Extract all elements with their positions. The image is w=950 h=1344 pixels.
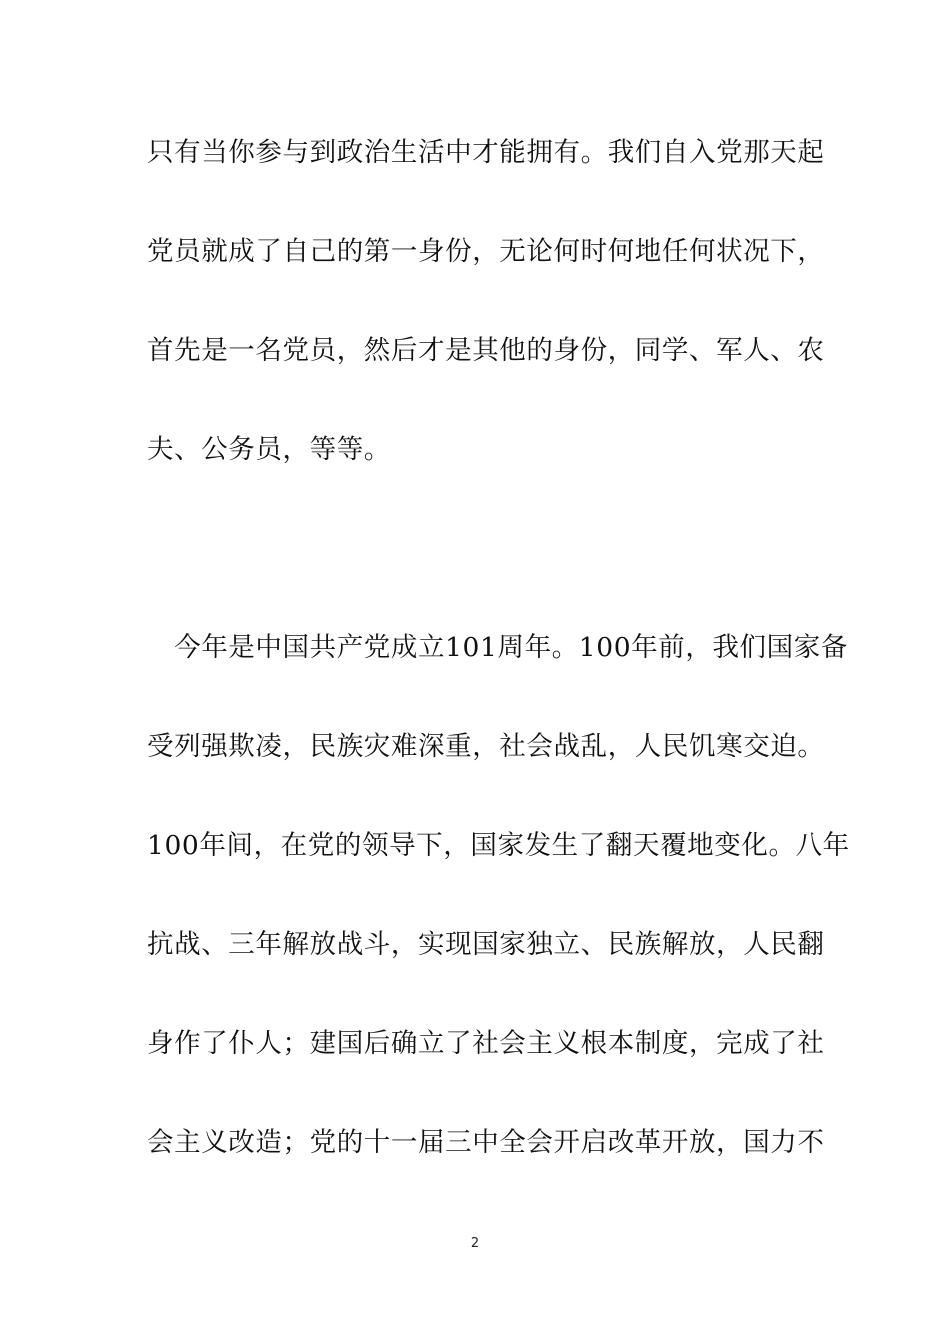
text-line: 100年间，在党的领导下，国家发生了翻天覆地变化。八年 xyxy=(147,830,850,861)
text-line: 只有当你参与到政治生活中才能拥有。我们自入党那天起 xyxy=(147,137,825,168)
text-line: 今年是中国共产党成立101周年。100年前，我们国家备 xyxy=(147,632,848,663)
text-line: 身作了仆人；建国后确立了社会主义根本制度，完成了社 xyxy=(147,1028,825,1059)
text-line: 受列强欺凌，民族灾难深重，社会战乱，人民饥寒交迫。 xyxy=(147,731,825,762)
text-line: 党员就成了自己的第一身份，无论何时何地任何状况下， xyxy=(147,236,825,267)
page-number: 2 xyxy=(470,1236,480,1251)
text-line: 夫、公务员，等等。 xyxy=(147,434,391,465)
text-line: 会主义改造；党的十一届三中全会开启改革开放，国力不 xyxy=(147,1127,825,1158)
text-line: 首先是一名党员，然后才是其他的身份，同学、军人、农 xyxy=(147,335,825,366)
text-line: 抗战、三年解放战斗，实现国家独立、民族解放，人民翻 xyxy=(147,929,825,960)
